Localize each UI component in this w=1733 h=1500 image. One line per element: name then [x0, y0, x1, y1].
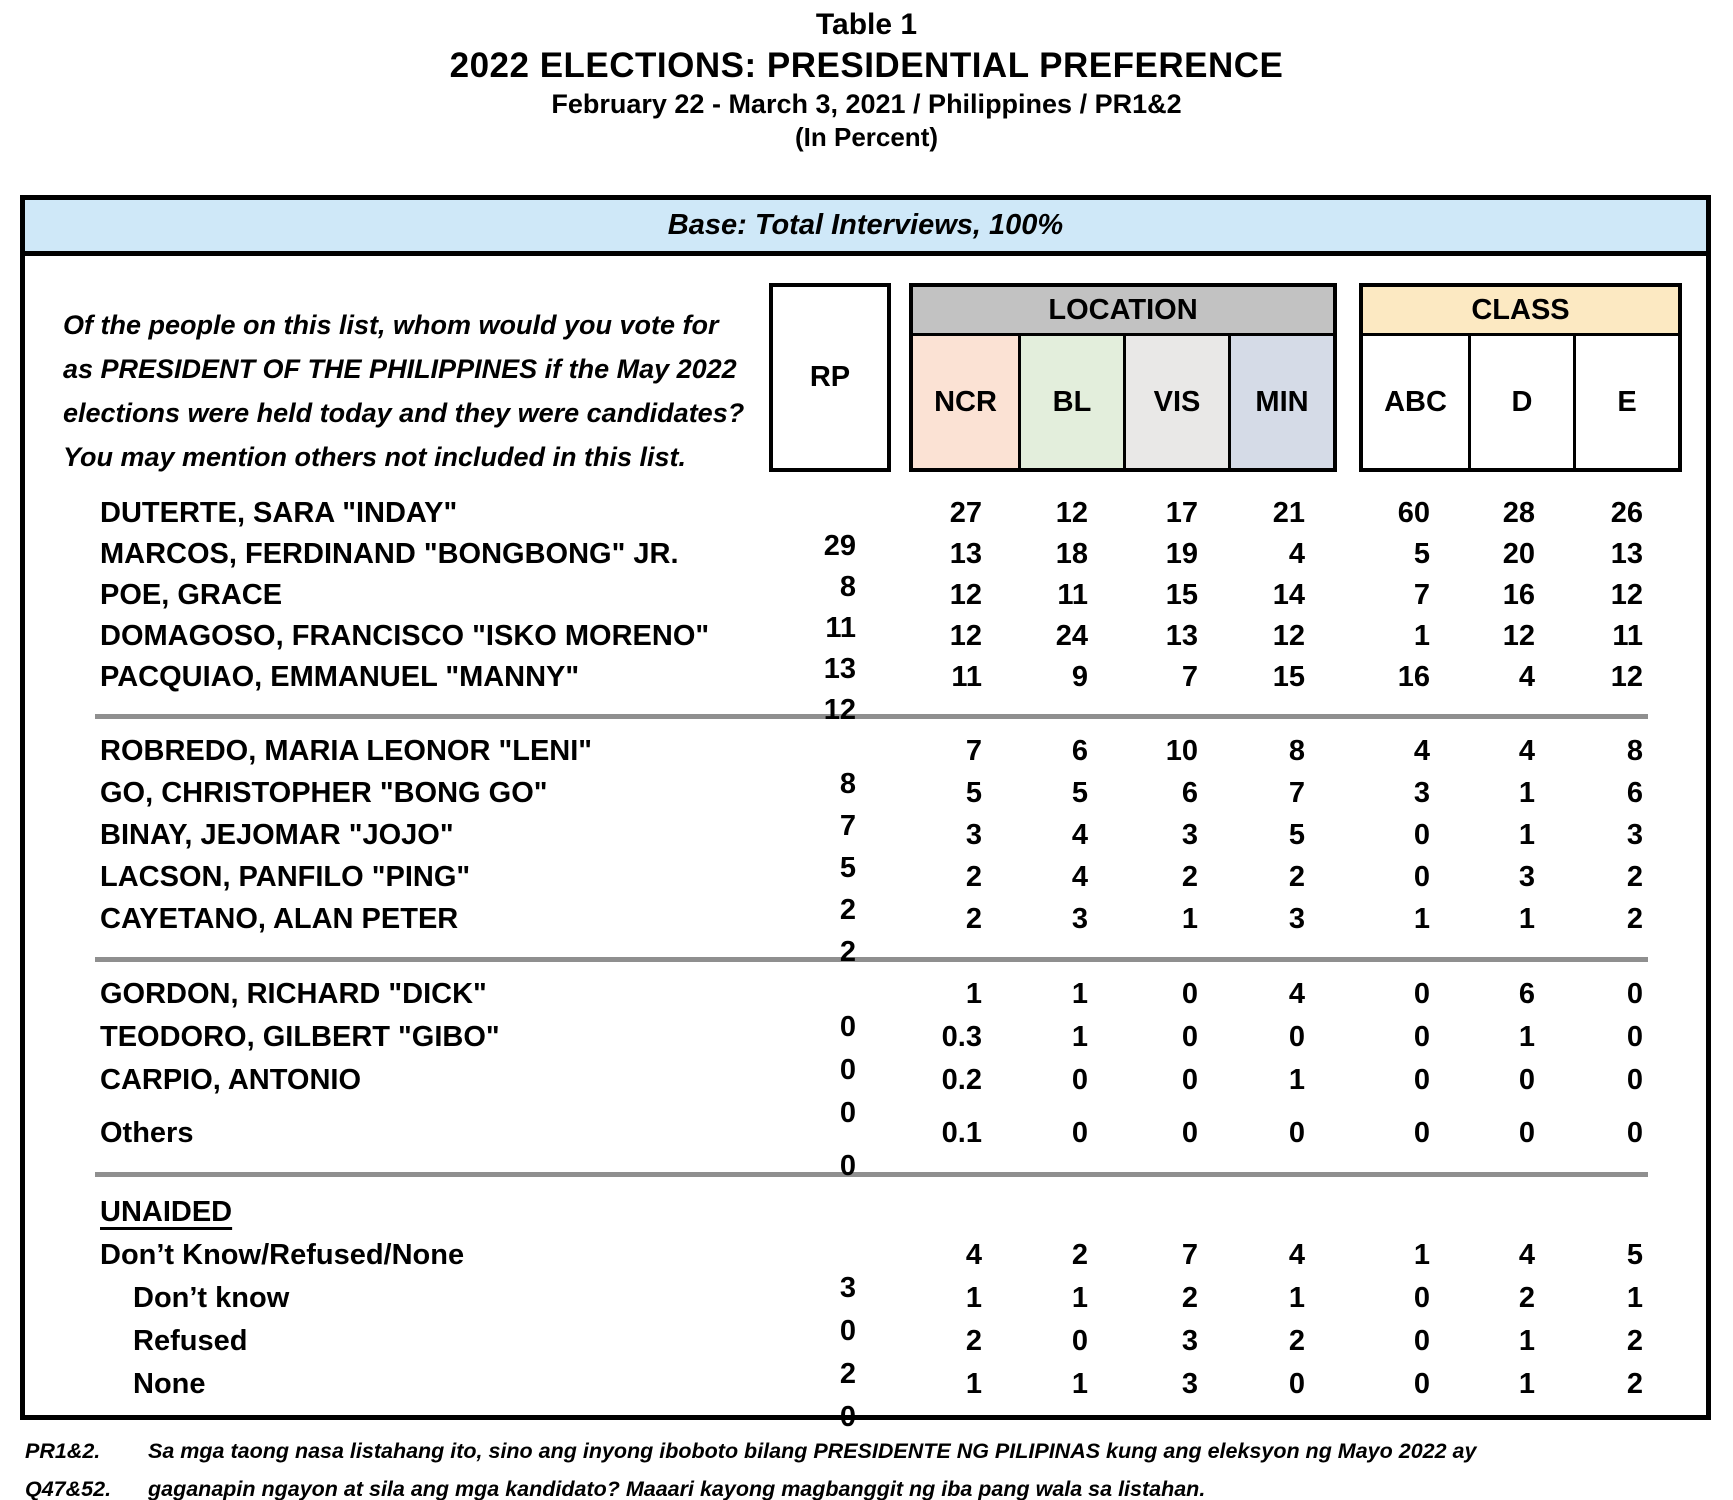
- value-cell: 2: [1288, 861, 1305, 893]
- value-cell: 2: [965, 1325, 982, 1357]
- value-cell: 0: [1181, 1064, 1198, 1096]
- table-row: [25, 1193, 1706, 1239]
- value-cell: 13: [1610, 538, 1643, 570]
- value-cell: 0: [839, 1315, 856, 1347]
- value-cell: 7: [1413, 579, 1430, 611]
- value-cell: 15: [1165, 579, 1198, 611]
- value-cell: 6: [1071, 735, 1088, 767]
- value-cell: 12: [1272, 620, 1305, 652]
- value-cell: 2: [1626, 1325, 1643, 1357]
- value-cell: 5: [1288, 819, 1305, 851]
- rp-label: RP: [809, 361, 851, 393]
- value-cell: 2: [1288, 1325, 1305, 1357]
- location-group-label: [913, 287, 1333, 336]
- value-cell: 7: [839, 810, 856, 842]
- value-cell: 3: [1413, 777, 1430, 809]
- value-cell: 1: [1518, 1368, 1535, 1400]
- value-cell: 12: [823, 694, 856, 726]
- value-cell: 11: [951, 661, 982, 693]
- value-cell: 26: [1610, 497, 1643, 529]
- value-cell: 2: [965, 903, 982, 935]
- value-cell: 0: [1181, 978, 1198, 1010]
- value-cell: 2: [839, 894, 856, 926]
- value-cell: 0: [839, 1054, 856, 1086]
- column-header-rp: [769, 283, 891, 472]
- value-cell: 2: [1518, 1282, 1535, 1314]
- value-cell: 2: [1626, 1368, 1643, 1400]
- value-cell: 12: [1610, 579, 1643, 611]
- value-cell: 11: [1057, 579, 1088, 611]
- value-cell: 12: [1610, 661, 1643, 693]
- footnote-line-1: [148, 1432, 1715, 1470]
- table-row: [25, 661, 1706, 726]
- table-section: [25, 1193, 1706, 1433]
- report-header: [0, 6, 1733, 153]
- value-cell: 3: [1071, 903, 1088, 935]
- value-cell: 0: [1413, 861, 1430, 893]
- value-cell: 7: [965, 735, 982, 767]
- value-cell: 0: [1413, 1368, 1430, 1400]
- value-cell: 0: [1181, 1021, 1198, 1053]
- value-cell: 20: [1502, 538, 1535, 570]
- value-cell: 4: [965, 1239, 982, 1271]
- page-title: 2022 ELECTIONS: PRESIDENTIAL PREFERENCE: [449, 46, 1284, 85]
- value-cell: 4: [1071, 861, 1088, 893]
- value-cell: 1: [1288, 1064, 1305, 1096]
- column-header-bl: BL: [1018, 336, 1123, 468]
- value-cell: 5: [1071, 777, 1088, 809]
- value-cell: 4: [1518, 1239, 1535, 1271]
- value-cell: 7: [1288, 777, 1305, 809]
- row-label: CARPIO, ANTONIO: [100, 1064, 362, 1096]
- subtitle-period: February 22 - March 3, 2021 / Philippines / PR1&2: [551, 89, 1182, 119]
- column-header-vis: VIS: [1123, 336, 1228, 468]
- value-cell: 0.1: [941, 1117, 982, 1149]
- value-cell: 4: [1288, 978, 1305, 1010]
- value-cell: 3: [839, 1272, 856, 1304]
- base-bar: [25, 200, 1706, 256]
- value-cell: 0: [1181, 1117, 1198, 1149]
- row-label: Don’t Know/Refused/None: [100, 1239, 465, 1271]
- value-cell: 15: [1272, 661, 1305, 693]
- value-cell: 5: [839, 852, 856, 884]
- value-cell: 0: [1288, 1368, 1305, 1400]
- value-cell: 11: [1612, 620, 1643, 652]
- column-header-d: D: [1468, 336, 1573, 468]
- value-cell: 0: [1626, 978, 1643, 1010]
- question-line: Of the people on this list, whom would you vote for: [63, 310, 719, 340]
- value-cell: 0: [1413, 1021, 1430, 1053]
- value-cell: 0: [839, 1401, 856, 1433]
- value-cell: 1: [965, 978, 982, 1010]
- table-section: [25, 497, 1706, 726]
- footnote-line1-emphasis: PRESIDENTE NG PILIPINAS: [813, 1439, 1101, 1463]
- value-cell: 1: [1518, 1325, 1535, 1357]
- value-cell: 1: [1518, 903, 1535, 935]
- value-cell: 5: [1626, 1239, 1643, 1271]
- value-cell: 0: [1626, 1021, 1643, 1053]
- table-row: [25, 1117, 1706, 1182]
- question-line: as PRESIDENT OF THE PHILIPPINES if the May 2022: [63, 354, 737, 384]
- table-row: [25, 1368, 1706, 1433]
- column-group-class: [1359, 283, 1682, 472]
- value-cell: 1: [965, 1282, 982, 1314]
- value-cell: 0: [1071, 1117, 1088, 1149]
- value-cell: 13: [949, 538, 982, 570]
- value-cell: 1: [1413, 620, 1430, 652]
- value-cell: 0: [1518, 1064, 1535, 1096]
- value-cell: 4: [1288, 538, 1305, 570]
- value-cell: 0.3: [941, 1021, 982, 1053]
- value-cell: 3: [1181, 1368, 1198, 1400]
- value-cell: 0: [1413, 819, 1430, 851]
- value-cell: 2: [965, 861, 982, 893]
- value-cell: 60: [1397, 497, 1430, 529]
- value-cell: 8: [839, 571, 856, 603]
- value-cell: 3: [1181, 1325, 1198, 1357]
- value-cell: 16: [1397, 661, 1430, 693]
- value-cell: 24: [1055, 620, 1088, 652]
- row-label: GO, CHRISTOPHER "BONG GO": [100, 777, 548, 809]
- value-cell: 0: [1413, 1282, 1430, 1314]
- value-cell: 8: [1626, 735, 1643, 767]
- column-header-min: MIN: [1228, 336, 1333, 468]
- value-cell: 2: [1626, 861, 1643, 893]
- value-cell: 8: [839, 768, 856, 800]
- value-cell: 0: [1413, 1064, 1430, 1096]
- value-cell: 1: [1071, 1368, 1088, 1400]
- value-cell: 0.2: [941, 1064, 982, 1096]
- value-cell: 8: [1288, 735, 1305, 767]
- value-cell: 1: [1626, 1282, 1643, 1314]
- value-cell: 12: [949, 620, 982, 652]
- value-cell: 3: [1626, 819, 1643, 851]
- base-note: Base: Total Interviews, 100%: [667, 209, 1064, 241]
- row-label: BINAY, JEJOMAR "JOJO": [100, 819, 454, 851]
- column-group-location: [909, 283, 1337, 472]
- value-cell: 14: [1272, 579, 1305, 611]
- class-group-label: [1363, 287, 1678, 336]
- value-cell: 1: [1413, 1239, 1430, 1271]
- row-label: UNAIDED: [100, 1196, 233, 1229]
- footnote-line-2: gaganapin ngayon at sila ang mga kandidato? Maaari kayong magbanggit ng iba pang wala sa listahan.: [148, 1477, 1206, 1500]
- location-subheaders: [913, 336, 1333, 468]
- value-cell: 2: [1181, 861, 1198, 893]
- value-cell: 5: [1413, 538, 1430, 570]
- value-cell: 0: [1626, 1117, 1643, 1149]
- column-header-e: E: [1573, 336, 1678, 468]
- value-cell: 0: [1288, 1021, 1305, 1053]
- value-cell: 5: [965, 777, 982, 809]
- row-label: Refused: [133, 1325, 248, 1357]
- value-cell: 13: [1165, 620, 1198, 652]
- row-label: None: [133, 1368, 206, 1400]
- value-cell: 2: [1626, 903, 1643, 935]
- table-number: Table 1: [815, 8, 918, 41]
- value-cell: 1: [1518, 777, 1535, 809]
- value-cell: 0: [839, 1097, 856, 1129]
- location-label: LOCATION: [1048, 293, 1198, 326]
- footnote-code-2: Q47&52.: [25, 1477, 112, 1500]
- value-cell: 0: [1071, 1064, 1088, 1096]
- table-row: [25, 1239, 1706, 1304]
- column-header-abc: ABC: [1384, 385, 1447, 418]
- row-label: MARCOS, FERDINAND "BONGBONG" JR.: [100, 538, 679, 570]
- value-cell: 6: [1518, 978, 1535, 1010]
- value-cell: 0: [1626, 1064, 1643, 1096]
- value-cell: 1: [1071, 978, 1088, 1010]
- value-cell: 12: [1055, 497, 1088, 529]
- value-cell: 21: [1272, 497, 1305, 529]
- value-cell: 1: [1071, 1021, 1088, 1053]
- value-cell: 0: [1288, 1117, 1305, 1149]
- value-cell: 0: [1413, 1117, 1430, 1149]
- value-cell: 1: [965, 1368, 982, 1400]
- value-cell: 4: [1071, 819, 1088, 851]
- table-row: [25, 1064, 1706, 1129]
- value-cell: 28: [1502, 497, 1535, 529]
- value-cell: 10: [1165, 735, 1198, 767]
- survey-question: [63, 303, 745, 479]
- value-cell: 1: [1288, 1282, 1305, 1314]
- value-cell: 4: [1518, 661, 1535, 693]
- class-subheaders: [1363, 336, 1678, 468]
- value-cell: 1: [1071, 1282, 1088, 1314]
- value-cell: 3: [1288, 903, 1305, 935]
- value-cell: 9: [1071, 661, 1088, 693]
- value-cell: 4: [1518, 735, 1535, 767]
- value-cell: 2: [839, 936, 856, 968]
- value-cell: 3: [965, 819, 982, 851]
- value-cell: 0: [1413, 1325, 1430, 1357]
- value-cell: 19: [1165, 538, 1198, 570]
- value-cell: 2: [1181, 1282, 1198, 1314]
- value-cell: 27: [949, 497, 982, 529]
- value-cell: 13: [823, 653, 856, 685]
- value-cell: 0: [1413, 978, 1430, 1010]
- data-rows: [25, 497, 1706, 1433]
- value-cell: 12: [1502, 620, 1535, 652]
- row-label: DUTERTE, SARA "INDAY": [100, 497, 458, 529]
- value-cell: 16: [1502, 579, 1535, 611]
- row-label: Others: [100, 1117, 194, 1149]
- question-line: elections were held today and they were candidates?: [63, 398, 745, 428]
- footnote-code-1: PR1&2.: [25, 1439, 101, 1463]
- value-cell: 1: [1413, 903, 1430, 935]
- row-label: ROBREDO, MARIA LEONOR "LENI": [100, 735, 593, 767]
- value-cell: 0: [1518, 1117, 1535, 1149]
- footnote-line1-pre: Sa mga taong nasa listahang ito, sino ang inyong iboboto bilang: [148, 1439, 814, 1463]
- value-cell: 6: [1626, 777, 1643, 809]
- row-label: POE, GRACE: [100, 579, 283, 611]
- value-cell: 0: [1071, 1325, 1088, 1357]
- table-section: [25, 978, 1706, 1182]
- table-frame: [20, 195, 1711, 1433]
- value-cell: 17: [1165, 497, 1198, 529]
- value-cell: 0: [839, 1150, 856, 1182]
- value-cell: 11: [825, 612, 856, 644]
- column-header-ncr: NCR: [913, 336, 1018, 468]
- value-cell: 2: [1071, 1239, 1088, 1271]
- value-cell: 1: [1518, 819, 1535, 851]
- value-cell: 4: [1413, 735, 1430, 767]
- question-line: You may mention others not included in this list.: [63, 442, 687, 472]
- footnote-line1-post: kung ang eleksyon ng Mayo 2022 ay: [1100, 1439, 1477, 1463]
- value-cell: 0: [839, 1011, 856, 1043]
- value-cell: 4: [1288, 1239, 1305, 1271]
- value-cell: 7: [1181, 1239, 1198, 1271]
- table-section: [25, 735, 1706, 968]
- value-cell: 3: [1518, 861, 1535, 893]
- subtitle-unit: (In Percent): [794, 122, 939, 152]
- footnote: [25, 1432, 1715, 1500]
- row-label: LACSON, PANFILO "PING": [100, 861, 471, 893]
- value-cell: 1: [1518, 1021, 1535, 1053]
- row-label: DOMAGOSO, FRANCISCO "ISKO MORENO": [100, 620, 710, 652]
- value-cell: 6: [1181, 777, 1198, 809]
- value-cell: 18: [1055, 538, 1088, 570]
- row-label: PACQUIAO, EMMANUEL "MANNY": [100, 661, 580, 693]
- value-cell: 29: [823, 530, 856, 562]
- value-cell: 12: [949, 579, 982, 611]
- value-cell: 3: [1181, 819, 1198, 851]
- table-row: [25, 903, 1706, 968]
- row-label: TEODORO, GILBERT "GIBO": [100, 1021, 500, 1053]
- row-label: Don’t know: [133, 1282, 290, 1314]
- row-label: CAYETANO, ALAN PETER: [100, 903, 459, 935]
- value-cell: 7: [1181, 661, 1198, 693]
- value-cell: 2: [839, 1358, 856, 1390]
- row-label: GORDON, RICHARD "DICK": [100, 978, 487, 1010]
- value-cell: 1: [1181, 903, 1198, 935]
- class-label: CLASS: [1471, 293, 1570, 326]
